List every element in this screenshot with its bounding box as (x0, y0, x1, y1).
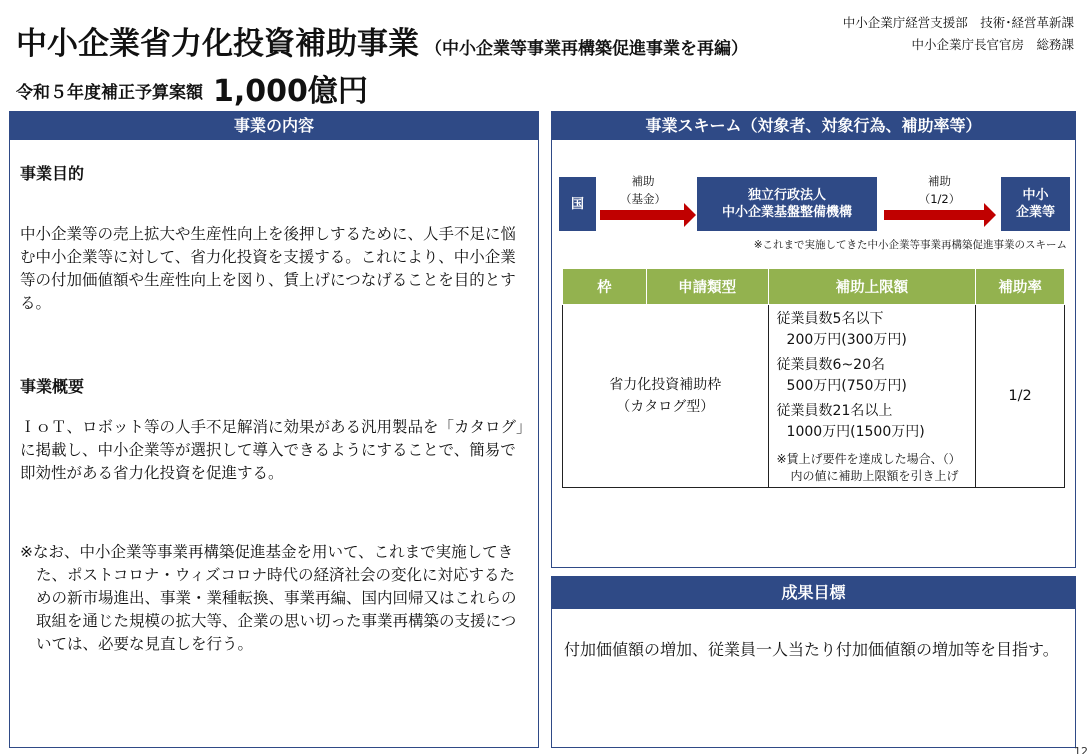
waku-name: 省力化投資補助枠 (609, 377, 722, 393)
limit-label: 従業員数21名以上 (776, 403, 893, 419)
limit-item (777, 309, 968, 351)
budget-amount: 1,000億円 (213, 74, 368, 109)
limit-amount: 500万円(750万円) (786, 378, 907, 394)
title-subtitle: （中小企業等事業再構築促進事業を再編） (425, 39, 748, 59)
scheme-heading: 事業スキーム（対象者、対象行為、補助率等） (552, 112, 1075, 140)
arrow1-label-line2: （基金） (620, 192, 666, 206)
limit-note: ※賃上げ要件を達成した場合、（）内の値に補助上限額を引き上げ (776, 452, 961, 483)
arrow2-label-line2: （1/2） (918, 192, 961, 206)
table-row (563, 305, 1065, 488)
result-text: 付加価値額の増加、従業員一人当たり付加価値額の増加等を目指す。 (564, 640, 1059, 659)
overview-text: ＩｏＴ、ロボット等の人手不足解消に効果がある汎用製品を「カタログ」に掲載し、中小企業等が選択して導入できるようにすることで、簡易で即効性がある省力化投資を促進する。 (20, 418, 524, 482)
country-box: 国 (559, 177, 596, 231)
limit-label: 従業員数6~20名 (776, 357, 885, 373)
header-waku: 枠 (563, 269, 647, 305)
department-info (843, 12, 1074, 56)
dept-line-2: 中小企業庁長官官房 総務課 (911, 37, 1074, 52)
arrow2-label (892, 172, 987, 208)
waku-sub: （カタログ型） (616, 399, 715, 415)
result-heading: 成果目標 (552, 577, 1075, 609)
agency-box (697, 177, 877, 231)
dept-line-1: 中小企業庁経営支援部 技術･経営革新課 (842, 15, 1074, 30)
overview-title: 事業概要 (20, 377, 85, 396)
limit-label: 従業員数5名以下 (776, 311, 884, 327)
arrow1-icon (600, 210, 684, 220)
limit-item (777, 355, 968, 397)
sme-line2: 企業等 (1015, 205, 1055, 220)
limit-item (777, 401, 968, 443)
agency-line1: 独立行政法人 (747, 188, 826, 203)
sme-line1: 中小 (1022, 188, 1049, 203)
header-limit: 補助上限額 (768, 269, 976, 305)
budget-line (16, 66, 368, 110)
purpose-text: 中小企業等の売上拡大や生産性向上を後押しするために、人手不足に悩む中小企業等に対して、省力化投資を支援する。これにより、中小企業等の付加価値額や生産性向上を図り、賃上げにつなげることを目的とする。 (20, 225, 517, 312)
purpose-title: 事業目的 (20, 164, 85, 183)
page-title (16, 18, 748, 63)
header-rate: 補助率 (976, 269, 1065, 305)
business-content-panel (9, 111, 539, 748)
header-type: 申請類型 (646, 269, 768, 305)
table-header-row (563, 269, 1065, 305)
waku-cell (563, 305, 769, 488)
limit-cell (768, 305, 976, 488)
rate-cell: 1/2 (976, 305, 1065, 488)
limit-amount: 200万円(300万円) (786, 332, 907, 348)
budget-label: 令和５年度補正予算案額 (16, 83, 203, 103)
title-main: 中小企業省力化投資補助事業 (16, 26, 419, 62)
page-number: 12 (1074, 745, 1088, 754)
limit-amount: 1000万円(1500万円) (786, 424, 925, 440)
subsidy-table (562, 268, 1065, 488)
result-panel (551, 576, 1076, 748)
business-content-heading: 事業の内容 (10, 112, 538, 140)
note-text: ※なお、中小企業等事業再構築促進基金を用いて、これまで実施してきた、ポストコロナ・ウィズコロナ時代の経済社会の変化に対応するための新市場進出、事業・業種転換、事業再編、国内回帰又はこれらの取組を通じた規模の拡大等、企業の思い切った事業再構築の支援については、必要な見直しを行う。 (20, 543, 517, 653)
scheme-note: ※これまで実施してきた中小企業等事業再構築促進事業のスキーム (753, 239, 1067, 251)
arrow2-icon (884, 210, 984, 220)
arrow2-label-line1: 補助 (928, 174, 951, 188)
sme-box (1001, 177, 1070, 231)
arrow1-label (604, 172, 682, 208)
scheme-panel (551, 111, 1076, 568)
agency-line2: 中小企業基盤整備機構 (721, 205, 852, 220)
arrow1-label-line1: 補助 (631, 174, 655, 188)
